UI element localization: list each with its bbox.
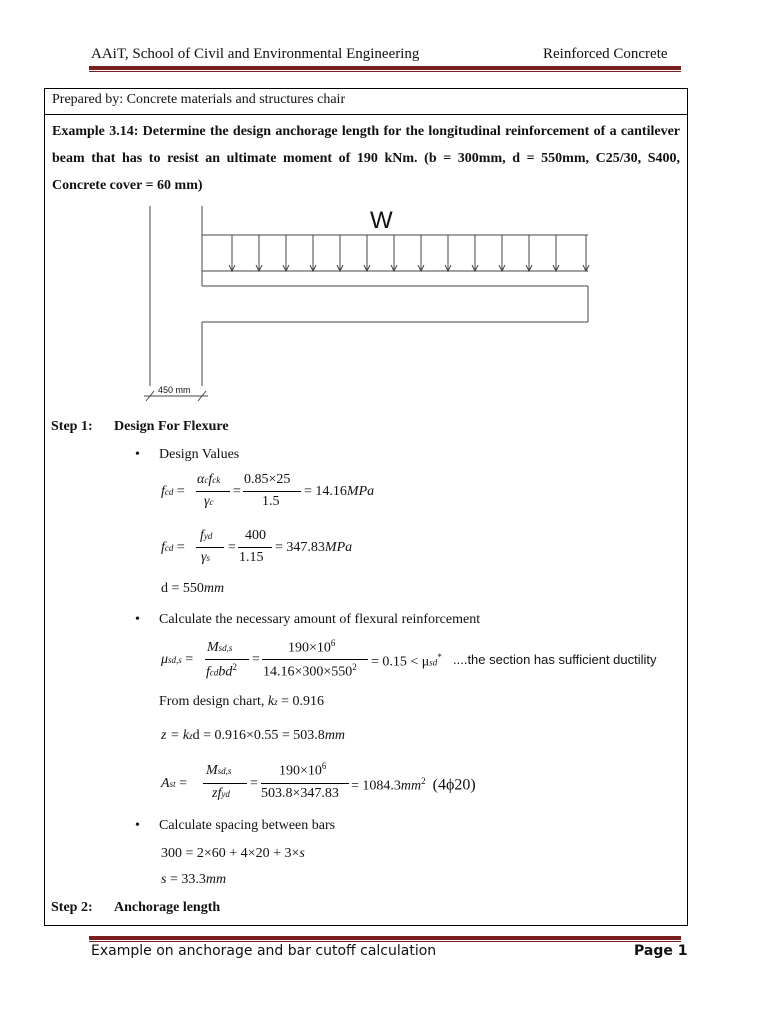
eq-fcd-lhs: fcd =	[161, 484, 185, 499]
cantilever-figure	[140, 196, 595, 408]
footer-rule	[89, 936, 681, 940]
step1-title: Design For Flexure	[114, 419, 229, 434]
bullet-flexural: Calculate the necessary amount of flexural reinforcement	[159, 612, 481, 627]
eq-fyd-result: = 347.83MPa	[275, 540, 353, 555]
bullet-spacing: Calculate spacing between bars	[159, 818, 336, 833]
eq-as-den-val: 503.8×347.83	[261, 786, 339, 801]
load-arrows	[229, 235, 589, 271]
dimension-label: 450 mm	[158, 385, 191, 395]
header-subject: Reinforced Concrete	[543, 46, 668, 62]
footer-rule-thin	[89, 941, 681, 942]
bullet-dot: •	[135, 447, 140, 462]
header-rule	[89, 66, 681, 70]
bullet-dot: •	[135, 818, 140, 833]
eq-fcd-num: αcfck	[197, 472, 221, 487]
eq-as-lhs: Ast =	[161, 776, 187, 791]
eq-fyd-num-val: 400	[245, 528, 266, 543]
eq-fcd-den: γc	[204, 494, 214, 509]
eq-fyd-lhs: fcd =	[161, 540, 185, 555]
ductility-note: ....the section has sufficient ductility	[453, 652, 657, 667]
eq-mu-num: Msd,s	[207, 640, 233, 655]
eq-as-num-val: $190\times 10^6$	[279, 761, 327, 779]
eq-mu-lhs: μsd,s =	[161, 652, 194, 667]
bullet-dot: •	[135, 612, 140, 627]
prepared-by-text: Prepared by: Concrete materials and structures chair	[52, 92, 346, 107]
step2-title: Anchorage length	[114, 900, 221, 915]
eq-fyd-den: γs	[201, 550, 211, 565]
eq-fcd-result: = 14.16MPa	[304, 484, 375, 499]
header-title: AAiT, School of Civil and Environmental Engineering	[91, 46, 420, 62]
example-statement: Example 3.14: Determine the design anchorage length for the longitudinal reinforcement of a cantilever beam that has to resist an ultimate moment of 190 kNm. (b = 300mm, d = 550mm, C25/30, S400, Concrete cover = 60 mm)	[52, 124, 680, 193]
bullet-design-values: Design Values	[159, 447, 240, 462]
eq-spacing-result: s = 33.3mm	[161, 872, 227, 887]
step2-label: Step 2:	[51, 900, 93, 915]
step1-label: Step 1:	[51, 419, 93, 434]
eq-mu-num-val: $190\times 10^6$	[288, 638, 336, 656]
eq-as-den: zfyd	[212, 786, 230, 801]
page-number: Page 1	[634, 943, 688, 959]
eq-d: d = 550mm	[161, 581, 225, 596]
eq-mu-result: = 0.15 < μsd*	[371, 652, 442, 670]
prepared-by-row	[45, 89, 687, 115]
eq-fcd-den-val: 1.5	[262, 494, 280, 509]
load-label: W	[370, 207, 393, 234]
eq-spacing: 300 = 2×60 + 4×20 + 3×s	[161, 846, 305, 861]
eq-z: z = kzd = 0.916×0.55 = 503.8mm	[161, 728, 346, 743]
eq-as-num: Msd,s	[206, 763, 232, 778]
eq-as-result: = $1084.3mm^2$ (4ϕ20)	[351, 776, 476, 794]
eq-mu-den-val: $14.16\times 300\times 550^2$	[263, 662, 357, 680]
eq-fyd-num: fyd	[200, 528, 213, 543]
eq-fcd-num-val: 0.85×25	[244, 472, 291, 487]
footer-title: Example on anchorage and bar cutoff calculation	[91, 943, 437, 959]
eq-mu-den: fcdbd$^2$	[206, 662, 237, 680]
design-chart-line: From design chart, kz = 0.916	[159, 694, 325, 709]
header-rule-thin	[89, 71, 681, 72]
eq-fyd-den-val: 1.15	[239, 550, 264, 565]
